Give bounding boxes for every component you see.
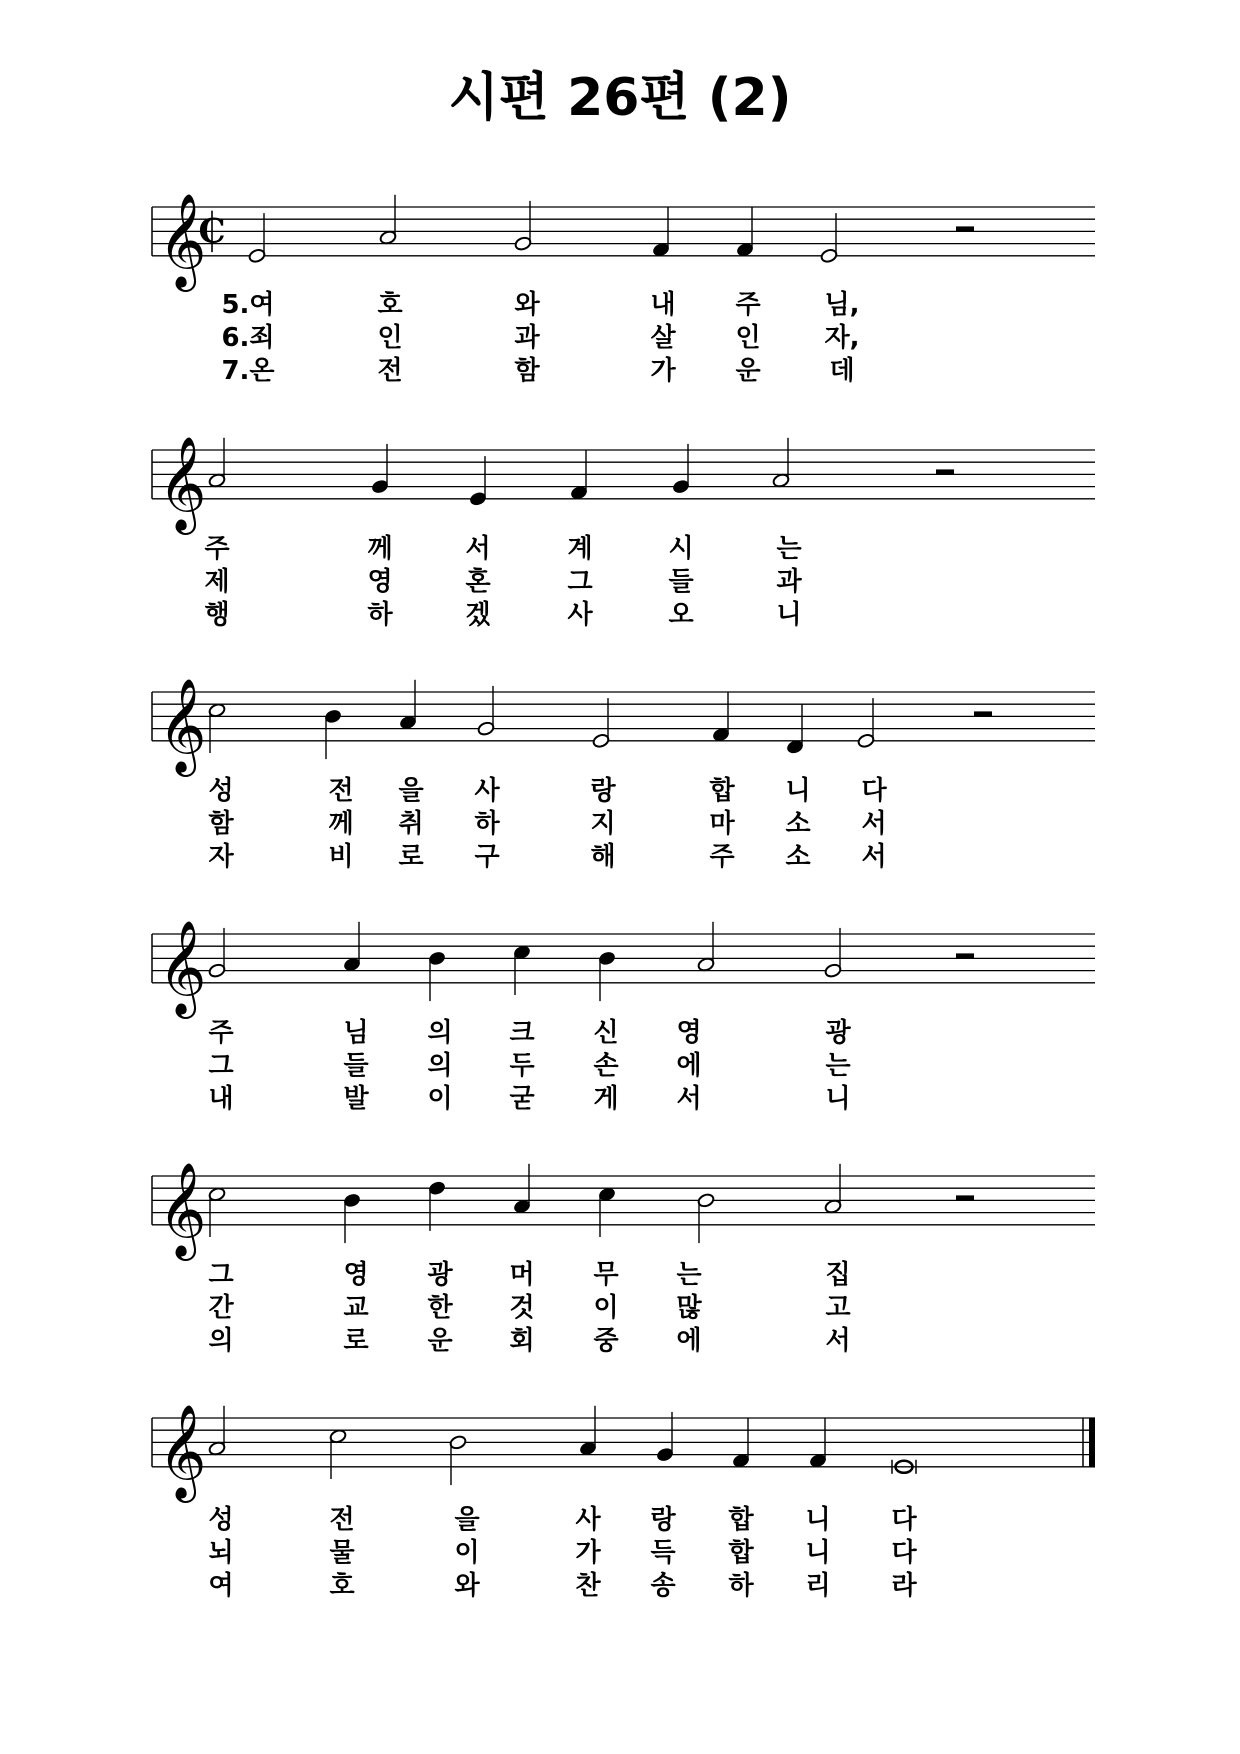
staff-system: [152, 920, 1095, 1019]
note: [477, 686, 495, 737]
note: [592, 698, 610, 749]
note: [820, 213, 838, 264]
note: [329, 1428, 347, 1479]
lyric-syllable: 중: [593, 1326, 619, 1356]
lyric-syllable: 라: [891, 1571, 917, 1601]
lyric-syllable: 님: [343, 1018, 369, 1048]
note: [697, 922, 715, 973]
lyric-syllable: 7.온: [221, 356, 275, 386]
note: [208, 1406, 226, 1457]
lyric-syllable: 는: [676, 1260, 702, 1290]
lyric-syllable: 와: [454, 1571, 480, 1601]
note: [672, 444, 690, 495]
lyric-syllable: 간: [208, 1293, 234, 1323]
lyric-syllable: 행: [204, 600, 230, 630]
lyric-syllable: 살: [650, 323, 676, 353]
note: [598, 951, 616, 1002]
lyric-syllable: 5.여: [221, 290, 275, 320]
lyric-syllable: 에: [676, 1051, 702, 1081]
lyric-syllable: 리: [805, 1571, 831, 1601]
lyric-syllable: 운: [735, 356, 761, 386]
lyric-syllable: 송: [650, 1571, 676, 1601]
lyric-syllable: 다: [891, 1505, 917, 1535]
lyric-syllable: 것: [509, 1293, 535, 1323]
lyric-syllable: 해: [590, 842, 616, 872]
lyric-syllable: 하: [474, 809, 500, 839]
lyric-syllable: 뇌: [208, 1538, 234, 1568]
note: [379, 195, 397, 246]
lyric-syllable: 계: [567, 534, 593, 564]
note: [857, 698, 875, 749]
note: [324, 709, 342, 760]
lyric-syllable: 6.죄: [221, 323, 275, 353]
note: [579, 1406, 597, 1457]
page-title: 시편 26편 (2): [448, 68, 792, 128]
lyric-syllable: 데: [829, 356, 855, 386]
lyric-syllable: 발: [343, 1084, 369, 1114]
lyric-syllable: 가: [650, 356, 676, 386]
lyric-syllable: 무: [593, 1260, 619, 1290]
treble-clef-icon: 𝄞: [158, 1161, 207, 1257]
lyric-syllable: 주: [735, 290, 761, 320]
lyric-syllable: 성: [208, 776, 234, 806]
lyric-syllable: 고: [825, 1293, 851, 1323]
lyric-syllable: 머: [509, 1260, 535, 1290]
lyric-syllable: 영: [367, 567, 393, 597]
lyric-syllable: 의: [208, 1326, 234, 1356]
lyric-syllable: 니: [825, 1084, 851, 1114]
lyric-syllable: 시: [668, 534, 694, 564]
note: [428, 951, 446, 1002]
lyric-syllable: 자: [208, 842, 234, 872]
note: [469, 456, 487, 507]
lyric-syllable: 여: [208, 1571, 234, 1601]
note: [208, 928, 226, 979]
lyric-syllable: 이: [593, 1293, 619, 1323]
lyric-syllable: 사: [575, 1505, 601, 1535]
lyric-syllable: 들: [343, 1051, 369, 1081]
note: [343, 922, 361, 973]
note: [514, 201, 532, 252]
lyric-syllable: 지: [590, 809, 616, 839]
half-rest: [936, 469, 954, 474]
note: [712, 692, 730, 743]
lyric-syllable: 전: [328, 776, 354, 806]
note: [428, 1180, 446, 1231]
lyric-syllable: 을: [398, 776, 424, 806]
note: [248, 213, 266, 264]
lyric-syllable: 서: [861, 809, 887, 839]
note: [513, 1164, 531, 1215]
half-rest: [974, 711, 992, 716]
staff-system: [152, 193, 1095, 292]
lyric-syllable: 내: [208, 1084, 234, 1114]
half-rest: [956, 953, 974, 958]
lyric-syllable: 한: [427, 1293, 453, 1323]
lyric-syllable: 교: [343, 1293, 369, 1323]
lyric-syllable: 게: [593, 1084, 619, 1114]
note: [343, 1193, 361, 1244]
lyric-syllable: 니: [805, 1538, 831, 1568]
lyric-syllable: 서: [825, 1326, 851, 1356]
note: [208, 438, 226, 489]
lyric-syllable: 마: [709, 809, 735, 839]
lyric-syllable: 두: [509, 1051, 535, 1081]
staff-system: [152, 436, 1095, 535]
lyric-syllable: 취: [398, 809, 424, 839]
note: [697, 1193, 715, 1244]
lyric-syllable: 로: [398, 842, 424, 872]
lyric-syllable: 사: [474, 776, 500, 806]
lyric-syllable: 합: [728, 1538, 754, 1568]
note: [570, 450, 588, 501]
lyric-syllable: 많: [676, 1293, 702, 1323]
lyric-syllable: 서: [676, 1084, 702, 1114]
lyric-syllable: 이: [454, 1538, 480, 1568]
lyric-syllable: 그: [208, 1051, 234, 1081]
lyric-syllable: 님,: [824, 290, 860, 320]
half-rest: [956, 1195, 974, 1200]
lyric-syllable: 소: [785, 809, 811, 839]
lyric-syllable: 께: [328, 809, 354, 839]
lyric-syllable: 그: [208, 1260, 234, 1290]
lyric-syllable: 득: [650, 1538, 676, 1568]
lyric-syllable: 굳: [509, 1084, 535, 1114]
lyric-syllable: 들: [668, 567, 694, 597]
treble-clef-icon: 𝄞: [158, 919, 207, 1015]
time-signature: C: [198, 211, 226, 252]
lyric-syllable: 전: [329, 1505, 355, 1535]
lyric-syllable: 을: [454, 1505, 480, 1535]
lyric-syllable: 랑: [650, 1505, 676, 1535]
lyric-syllable: 사: [567, 600, 593, 630]
lyric-syllable: 께: [367, 534, 393, 564]
lyric-syllable: 과: [514, 323, 540, 353]
lyric-syllable: 의: [427, 1051, 453, 1081]
lyric-syllable: 제: [204, 567, 230, 597]
note: [371, 444, 389, 495]
lyric-syllable: 다: [891, 1538, 917, 1568]
treble-clef-icon: 𝄞: [158, 1403, 207, 1499]
note: [208, 702, 226, 753]
lyric-syllable: 물: [329, 1538, 355, 1568]
lyric-syllable: 겠: [465, 600, 491, 630]
half-rest: [956, 226, 974, 231]
lyric-syllable: 내: [650, 290, 676, 320]
lyric-syllable: 과: [776, 567, 802, 597]
lyric-syllable: 의: [427, 1018, 453, 1048]
lyric-syllable: 는: [776, 534, 802, 564]
lyric-syllable: 함: [514, 356, 540, 386]
lyric-syllable: 로: [343, 1326, 369, 1356]
final-barline-thick: [1089, 1418, 1095, 1467]
note: [772, 438, 790, 489]
lyric-syllable: 와: [514, 290, 540, 320]
lyric-syllable: 회: [509, 1326, 535, 1356]
lyric-syllable: 랑: [590, 776, 616, 806]
lyric-syllable: 오: [668, 600, 694, 630]
note: [824, 1164, 842, 1215]
lyric-syllable: 광: [427, 1260, 453, 1290]
lyric-syllable: 손: [593, 1051, 619, 1081]
lyric-syllable: 주: [709, 842, 735, 872]
note: [656, 1412, 674, 1463]
lyric-syllable: 호: [377, 290, 403, 320]
lyric-syllable: 인: [377, 323, 403, 353]
lyric-syllable: 전: [377, 356, 403, 386]
note: [598, 1186, 616, 1237]
note: [736, 207, 754, 258]
note: [732, 1418, 750, 1469]
lyric-syllable: 합: [709, 776, 735, 806]
lyric-syllable: 하: [728, 1571, 754, 1601]
lyric-syllable: 비: [328, 842, 354, 872]
lyric-syllable: 인: [735, 323, 761, 353]
note: [786, 704, 804, 755]
lyric-syllable: 하: [367, 600, 393, 630]
note: [824, 928, 842, 979]
lyric-syllable: 합: [728, 1505, 754, 1535]
lyric-syllable: 주: [204, 534, 230, 564]
lyric-syllable: 찬: [575, 1571, 601, 1601]
lyric-syllable: 다: [861, 776, 887, 806]
lyric-syllable: 신: [593, 1018, 619, 1048]
staff-system: [152, 1404, 1095, 1503]
note: [208, 1186, 226, 1237]
note: [449, 1435, 467, 1486]
lyric-syllable: 구: [474, 842, 500, 872]
lyric-syllable: 서: [465, 534, 491, 564]
lyric-syllable: 니: [805, 1505, 831, 1535]
treble-clef-icon: 𝄞: [158, 192, 207, 288]
lyric-syllable: 는: [825, 1051, 851, 1081]
note: [513, 944, 531, 995]
staff-system: [152, 678, 1095, 777]
lyric-syllable: 크: [509, 1018, 535, 1048]
lyric-syllable: 이: [427, 1084, 453, 1114]
lyric-syllable: 운: [427, 1326, 453, 1356]
lyric-syllable: 자,: [824, 323, 860, 353]
note: [809, 1418, 827, 1469]
lyric-syllable: 소: [785, 842, 811, 872]
lyric-syllable: 영: [343, 1260, 369, 1290]
note: [399, 680, 417, 731]
lyric-syllable: 호: [329, 1571, 355, 1601]
lyric-syllable: 서: [861, 842, 887, 872]
lyric-syllable: 함: [208, 809, 234, 839]
lyric-syllable: 니: [776, 600, 802, 630]
lyric-syllable: 집: [825, 1260, 851, 1290]
lyric-syllable: 주: [208, 1018, 234, 1048]
lyric-syllable: 영: [676, 1018, 702, 1048]
note: [652, 207, 670, 258]
lyric-syllable: 가: [575, 1538, 601, 1568]
lyric-syllable: 그: [567, 567, 593, 597]
lyric-syllable: 혼: [465, 567, 491, 597]
lyric-syllable: 광: [825, 1018, 851, 1048]
staff-system: [152, 1162, 1095, 1261]
treble-clef-icon: 𝄞: [158, 677, 207, 773]
lyric-syllable: 에: [676, 1326, 702, 1356]
lyric-syllable: 니: [785, 776, 811, 806]
lyric-syllable: 성: [208, 1505, 234, 1535]
treble-clef-icon: 𝄞: [158, 435, 207, 531]
